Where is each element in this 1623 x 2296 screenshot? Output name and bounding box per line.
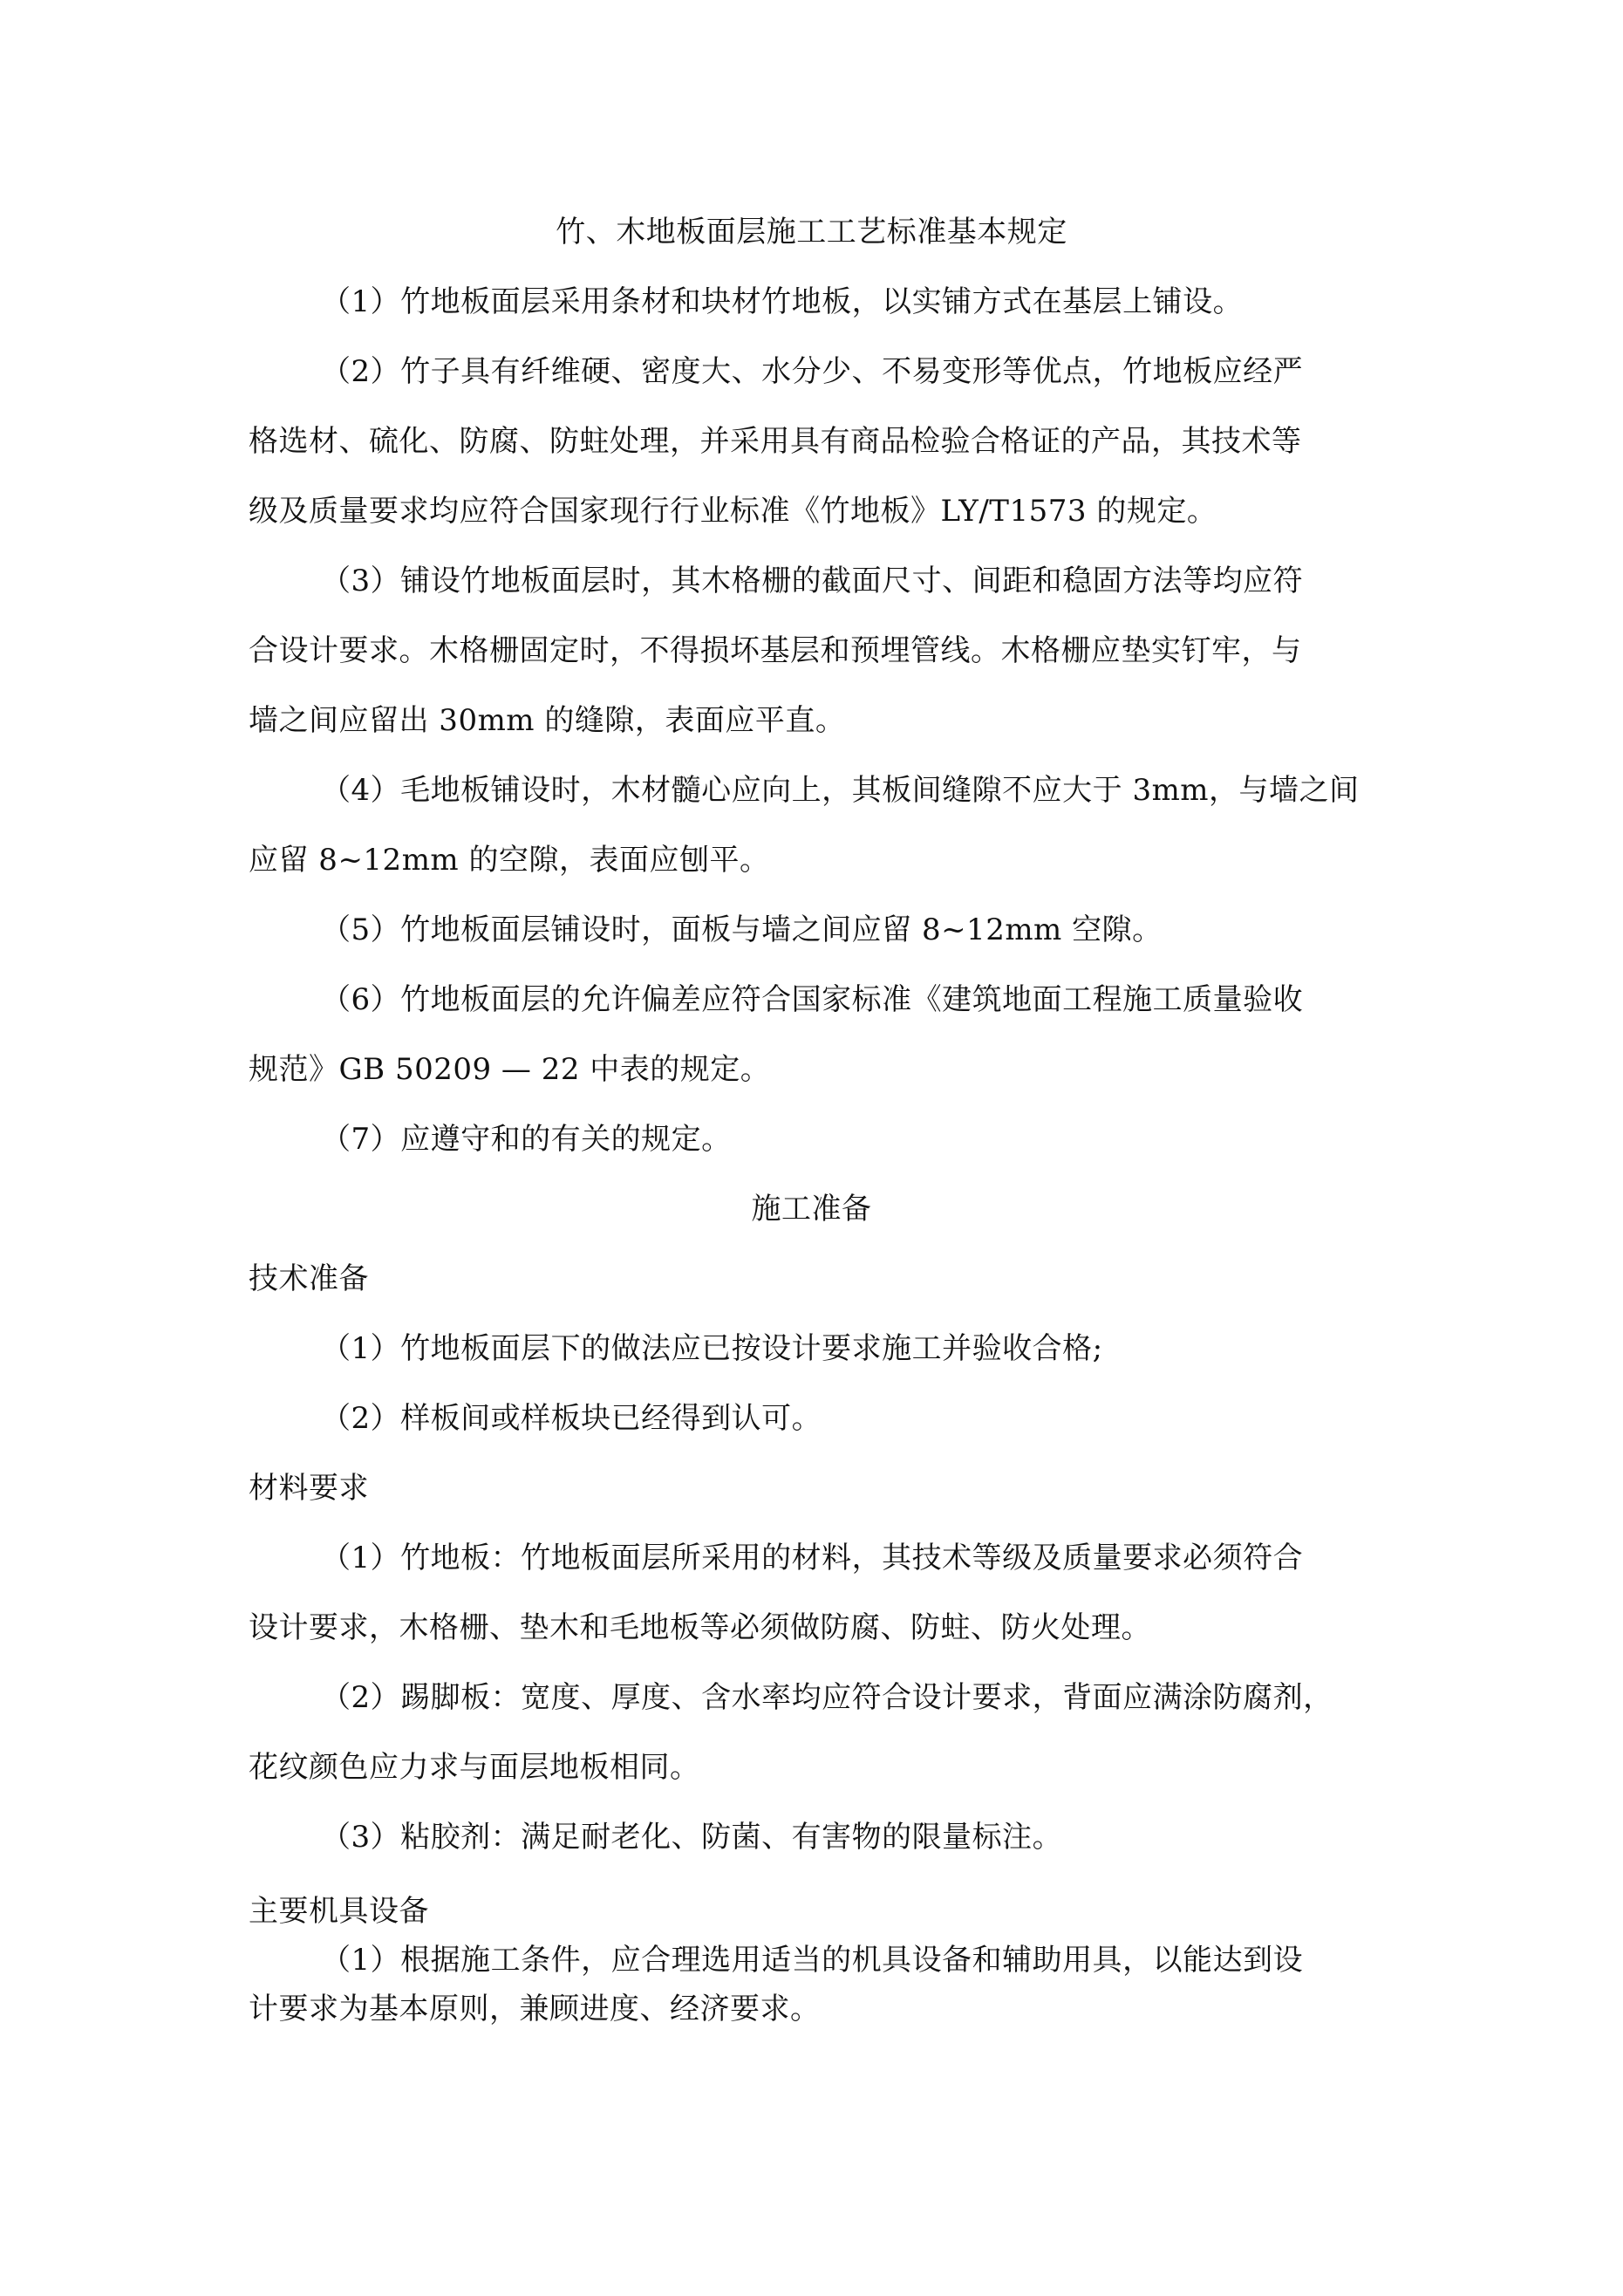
material-item-3-line-1: （3）粘胶剂：满足耐老化、防菌、有害物的限量标注。 — [321, 1820, 1063, 1855]
material-item-2-line-1: （2）踢脚板：宽度、厚度、含水率均应符合设计要求，背面应满涂防腐剂， — [321, 1680, 1333, 1715]
material-item-1-line-2: 设计要求，木格栅、垫木和毛地板等必须做防腐、防蛀、防火处理。 — [249, 1610, 1151, 1645]
rule-5-line-1: （5）竹地板面层铺设时，面板与墙之间应留 8~12mm 空隙。 — [321, 912, 1163, 947]
rule-3-line-1: （3）铺设竹地板面层时，其木格栅的截面尺寸、间距和稳固方法等均应符 — [321, 564, 1304, 598]
rule-6-line-2: 规范》GB 50209 — 22 中表的规定。 — [249, 1052, 771, 1087]
rule-3-line-3: 墙之间应留出 30mm 的缝隙，表面应平直。 — [249, 703, 846, 738]
material-heading: 材料要求 — [249, 1471, 369, 1506]
equipment-item-1-line-2: 计要求为基本原则，兼顾进度、经济要求。 — [249, 1992, 821, 2026]
rule-7-line-1: （7）应遵守和的有关的规定。 — [321, 1122, 732, 1157]
rule-2-line-2: 格选材、硫化、防腐、防蛀处理，并采用具有商品检验合格证的产品，其技术等 — [249, 424, 1302, 459]
document-title: 竹、木地板面层施工工艺标准基本规定 — [556, 215, 1067, 249]
rule-4-line-1: （4）毛地板铺设时，木材髓心应向上，其板间缝隙不应大于 3mm，与墙之间 — [321, 773, 1360, 808]
tech-item-1: （1）竹地板面层下的做法应已按设计要求施工并验收合格; — [321, 1331, 1103, 1366]
tech-item-2: （2）样板间或样板块已经得到认可。 — [321, 1401, 822, 1436]
rule-6-line-1: （6）竹地板面层的允许偏差应符合国家标准《建筑地面工程施工质量验收 — [321, 982, 1304, 1017]
section-title: 施工准备 — [751, 1192, 872, 1227]
tech-heading: 技术准备 — [249, 1261, 369, 1296]
rule-2-line-3: 级及质量要求均应符合国家现行行业标准《竹地板》LY/T1573 的规定。 — [249, 494, 1217, 529]
rule-1-line-1: （1）竹地板面层采用条材和块材竹地板，以实铺方式在基层上铺设。 — [321, 284, 1244, 319]
equipment-item-1-line-1: （1）根据施工条件，应合理选用适当的机具设备和辅助用具，以能达到设 — [321, 1943, 1304, 1978]
rule-3-line-2: 合设计要求。木格栅固定时，不得损坏基层和预埋管线。木格栅应垫实钉牢，与 — [249, 633, 1302, 668]
material-item-2-line-2: 花纹颜色应力求与面层地板相同。 — [249, 1750, 700, 1785]
rule-4-line-2: 应留 8~12mm 的空隙，表面应刨平。 — [249, 843, 770, 878]
rule-2-line-1: （2）竹子具有纤维硬、密度大、水分少、不易变形等优点，竹地板应经严 — [321, 354, 1304, 389]
equipment-heading: 主要机具设备 — [249, 1894, 429, 1929]
material-item-1-line-1: （1）竹地板：竹地板面层所采用的材料，其技术等级及质量要求必须符合 — [321, 1541, 1304, 1575]
